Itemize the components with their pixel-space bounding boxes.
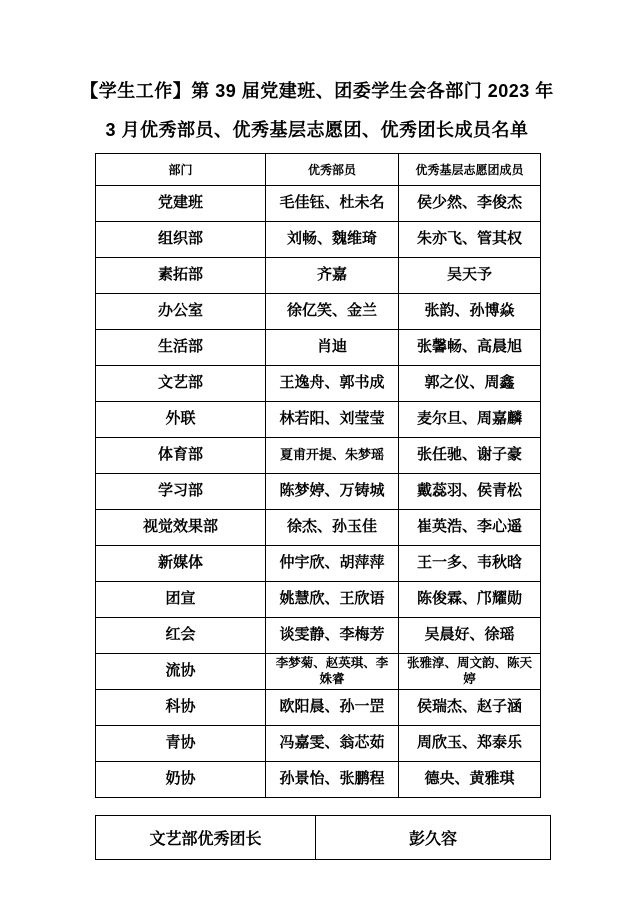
department-cell: 办公室 [96,294,266,330]
table-row [96,222,541,258]
table-row [96,726,541,762]
table-row [96,654,541,690]
outstanding-members-cell: 欧阳晨、孙一罡 [266,690,399,726]
volunteer-members-cell: 侯瑞杰、赵子涵 [399,690,541,726]
department-cell: 党建班 [96,186,266,222]
department-cell: 流协 [96,654,266,690]
department-cell: 团宣 [96,582,266,618]
document-title-line2: 3 月优秀部员、优秀基层志愿团、优秀团长成员名单 [105,120,529,140]
table-row [96,546,541,582]
department-cell: 奶协 [96,762,266,798]
volunteer-members-cell: 张馨畅、高晨旭 [399,330,541,366]
volunteer-members-cell: 周欣玉、郑泰乐 [399,726,541,762]
outstanding-members-cell: 刘畅、魏维琦 [266,222,399,258]
table-row [96,474,541,510]
department-cell: 视觉效果部 [96,510,266,546]
table-row [96,366,541,402]
table-row [96,402,541,438]
outstanding-members-cell: 王逸舟、郭书成 [266,366,399,402]
outstanding-members-cell: 李梦菊、赵英琪、李姝睿 [266,654,399,690]
outstanding-members-cell: 徐杰、孙玉佳 [266,510,399,546]
department-cell: 文艺部 [96,366,266,402]
outstanding-members-cell: 毛佳钰、杜未名 [266,186,399,222]
table-row [96,258,541,294]
outstanding-members-cell: 齐嘉 [266,258,399,294]
outstanding-members-cell: 夏甫开提、朱梦瑶 [266,438,399,474]
volunteer-members-cell: 张韵、孙博焱 [399,294,541,330]
outstanding-members-cell: 孙景怡、张鹏程 [266,762,399,798]
table-row [96,618,541,654]
outstanding-members-cell: 林若阳、刘莹莹 [266,402,399,438]
volunteer-members-cell: 侯少然、李俊杰 [399,186,541,222]
leader-table [95,815,551,860]
leader-table-container [95,815,634,860]
leader-name-cell: 彭久容 [316,816,551,860]
outstanding-members-cell: 姚慧欣、王欣语 [266,582,399,618]
department-cell: 体育部 [96,438,266,474]
department-cell: 组织部 [96,222,266,258]
table-row [96,186,541,222]
outstanding-members-cell: 肖迪 [266,330,399,366]
recognition-table-body [96,186,541,798]
table-row [96,438,541,474]
volunteer-members-cell: 德央、黄雅琪 [399,762,541,798]
volunteer-members-cell: 戴蕊羽、侯青松 [399,474,541,510]
volunteer-members-cell: 吴晨好、徐瑶 [399,618,541,654]
department-cell: 素拓部 [96,258,266,294]
outstanding-members-cell: 谈雯静、李梅芳 [266,618,399,654]
volunteer-members-cell: 郭之仪、周鑫 [399,366,541,402]
volunteer-members-cell: 张任驰、谢子豪 [399,438,541,474]
department-cell: 新媒体 [96,546,266,582]
leader-row [96,816,551,860]
table-row [96,582,541,618]
table-header-row [96,154,541,186]
document-title-line1: 【学生工作】第 39 届党建班、团委学生会各部门 2023 年 [80,81,554,101]
outstanding-members-cell: 冯嘉雯、翁芯茹 [266,726,399,762]
recognition-table-container [95,153,634,798]
table-row [96,762,541,798]
department-cell: 外联 [96,402,266,438]
department-cell: 红会 [96,618,266,654]
outstanding-members-cell: 仲宇欣、胡萍萍 [266,546,399,582]
outstanding-members-cell: 陈梦婷、万铸城 [266,474,399,510]
table-row [96,294,541,330]
volunteer-members-cell: 王一多、韦秋晗 [399,546,541,582]
table-row [96,330,541,366]
department-cell: 学习部 [96,474,266,510]
volunteer-members-cell: 吴天予 [399,258,541,294]
leader-label-cell: 文艺部优秀团长 [96,816,316,860]
header-volunteer-members: 优秀基层志愿团成员 [399,154,541,186]
volunteer-members-cell: 陈俊霖、邝耀勋 [399,582,541,618]
header-department: 部门 [96,154,266,186]
outstanding-members-cell: 徐亿笑、金兰 [266,294,399,330]
document-title [0,0,634,150]
department-cell: 生活部 [96,330,266,366]
volunteer-members-cell: 朱亦飞、管其权 [399,222,541,258]
table-row [96,510,541,546]
volunteer-members-cell: 麦尔旦、周嘉麟 [399,402,541,438]
header-outstanding-members: 优秀部员 [266,154,399,186]
recognition-table [95,153,541,798]
volunteer-members-cell: 崔英浩、李心遥 [399,510,541,546]
department-cell: 青协 [96,726,266,762]
volunteer-members-cell: 张雅淳、周文韵、陈天婷 [399,654,541,690]
department-cell: 科协 [96,690,266,726]
table-row [96,690,541,726]
